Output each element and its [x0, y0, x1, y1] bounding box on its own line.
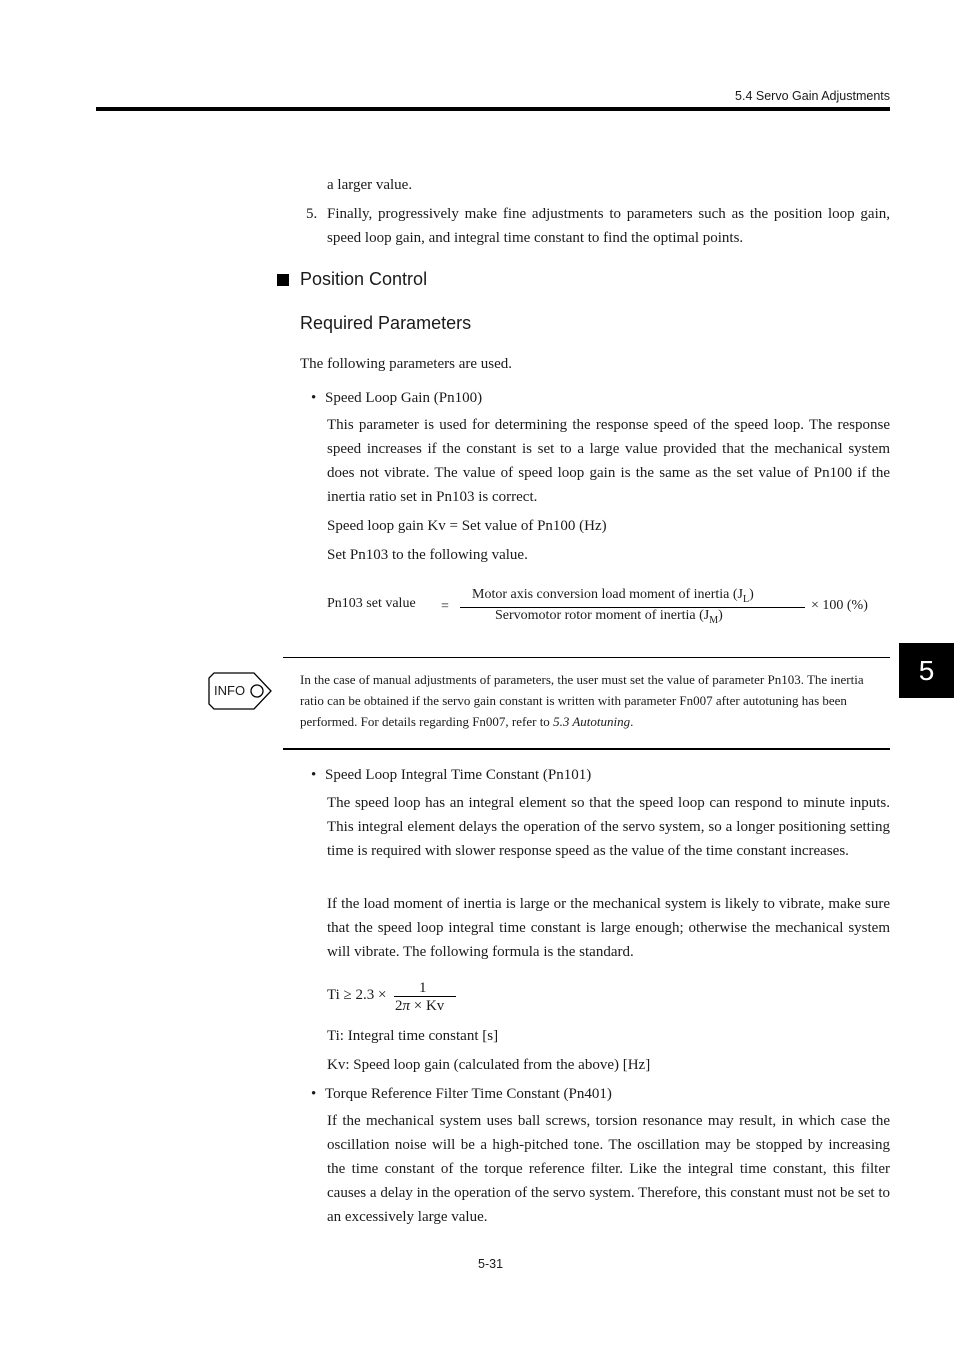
pn401-heading: Torque Reference Filter Time Constant (Pn401)	[325, 1086, 612, 1102]
pn101-description-1: The speed loop has an integral element so that the speed loop can respond to minute inputs. This integral element delays the operation of the servo system, so a longer positioning setting time is required with slower response speed as the value of the time constant increases.	[327, 795, 890, 859]
bullet-dot: •	[311, 390, 317, 406]
pn103-formula-rhs: × 100 (%)	[811, 598, 868, 613]
running-header: 5.4 Servo Gain Adjustments	[735, 89, 890, 103]
pn103-formula-numerator: Motor axis conversion load moment of inertia $(J_L)$	[472, 587, 754, 605]
pn100-heading: Speed Loop Gain (Pn100)	[325, 390, 483, 406]
pn103-formula-lhs: Pn103 set value	[327, 596, 416, 611]
info-icon-label: INFO	[214, 683, 246, 698]
list-number-5: 5.	[306, 206, 318, 222]
pn103-formula-equals: =	[441, 599, 449, 614]
pn100-description: This parameter is used for determining the response speed of the speed loop. The response speed increases if the constant is set to a large value provided that the mechanical system does not vibrate. The value of speed loop gain is the same as the set value of Pn100 if the inertia ratio set in Pn103 is correct.	[327, 417, 890, 505]
intro-continuation: a larger value.	[327, 177, 413, 193]
info-bottom-rule	[283, 748, 890, 750]
pn101-heading: Speed Loop Integral Time Constant (Pn101)	[325, 767, 592, 783]
pn100-kv-line: Speed loop gain Kv = Set value of Pn100 (Hz)	[327, 518, 607, 534]
info-reference: 5.3 Autotuning	[553, 714, 631, 729]
kv-definition: Kv: Speed loop gain (calculated from the above) [Hz]	[327, 1057, 651, 1073]
ti-formula-numerator: 1	[419, 980, 427, 996]
page-number: 5-31	[478, 1257, 504, 1271]
ti-formula-denominator: 2π × Kv	[395, 998, 445, 1014]
ti-formula-lhs: Ti ≥ 2.3 ×	[327, 987, 387, 1003]
ti-definition: Ti: Integral time constant [s]	[327, 1028, 499, 1044]
bullet-dot: •	[311, 767, 317, 783]
subsection-title: Required Parameters	[300, 313, 472, 333]
header-rule	[96, 107, 890, 111]
info-top-rule	[283, 657, 890, 658]
list-item-5-text: Finally, progressively make fine adjustments to parameters such as the position loop gain, speed loop gain, and integral time constant to find the optimal points.	[327, 206, 890, 246]
section-title: Position Control	[300, 269, 428, 289]
lead-sentence: The following parameters are used.	[300, 356, 512, 372]
pn103-formula-denominator: Servomotor rotor moment of inertia $(J_M)$	[495, 608, 723, 626]
pn100-set-line: Set Pn103 to the following value.	[327, 547, 528, 563]
chapter-tab: 5	[899, 643, 954, 698]
bullet-dot: •	[311, 1086, 317, 1102]
pn401-description: If the mechanical system uses ball screws, torsion resonance may result, in which case the oscillation noise will be a high-pitched tone. The oscillation may be stopped by increasing the time constant of the torque reference filter. Like the integral time constant, this filter causes a delay in the operation of the servo system. Therefore, this constant must not be set to an excessively large value.	[327, 1113, 890, 1225]
square-bullet-icon	[277, 274, 289, 286]
info-note: In the case of manual adjustments of parameters, the user must set the value of parameter Pn103. The inertia ratio can be obtained if the servo gain constant is written with parameter Fn007 after autotuning has been performed. For details regarding Fn007, refer to 5.3 Autotuning.	[300, 672, 864, 729]
pn101-description-2: If the load moment of inertia is large or the mechanical system is likely to vibrate, make sure that the speed loop integral time constant is large enough; otherwise the mechanical system will vibrate. The following formula is the standard.	[327, 896, 890, 960]
